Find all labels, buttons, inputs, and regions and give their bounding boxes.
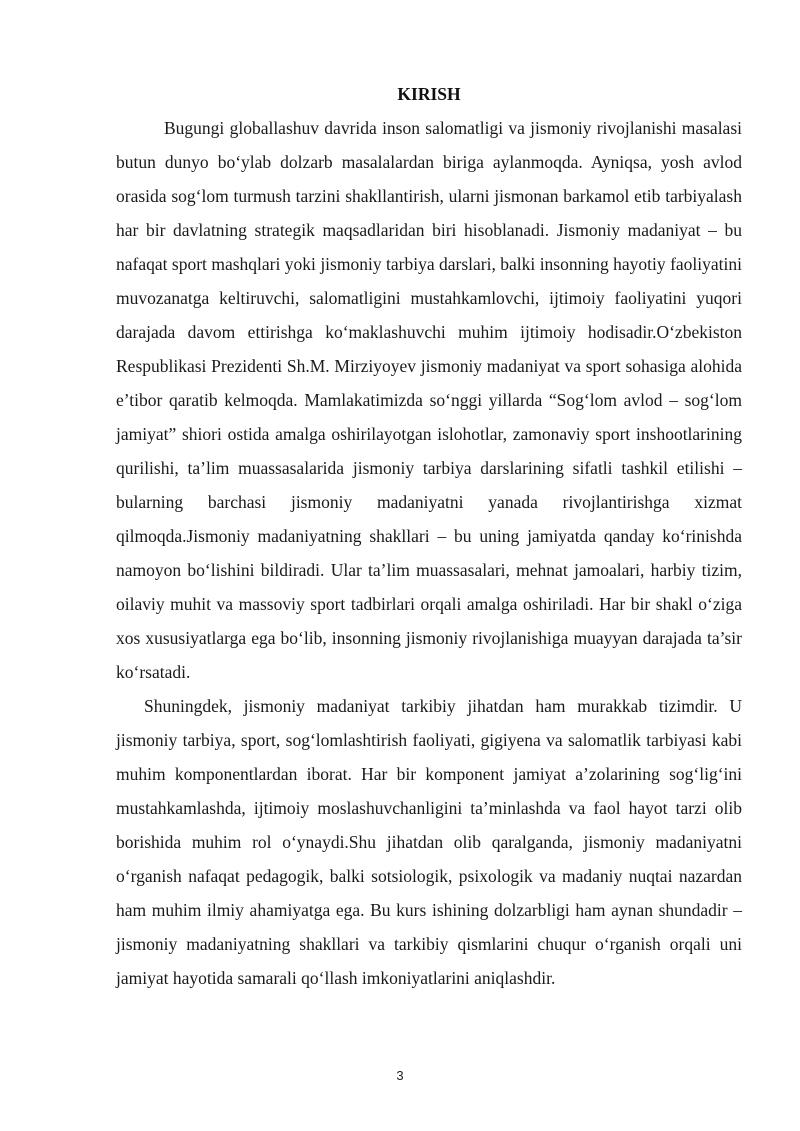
paragraph-structure: Shuningdek, jismoniy madaniyat tarkibiy jihatdan ham murakkab tizimdir. U jismoniy tarbiya, sport, sog‘lomlashtirish faoliyati, gigiyena va salomatlik tarbiyasi kabi muhim komponentlardan iborat. Har bir komponent jamiyat a’zolarining sog‘lig‘ini mustahkamlashda, ijtimoiy moslashuvchanligini ta’minlashda va faol hayot tarzi olib borishida muhim rol o‘ynaydi.Shu jihatdan olib qaralganda, jismoniy madaniyatni o‘rganish nafaqat pedagogik, balki sotsiologik, psixologik va madaniy nuqtai nazardan ham muhim ilmiy ahamiyatga ega. Bu kurs ishining dolzarbligi ham aynan shundadir – jismoniy madaniyatning shakllari va tarkibiy qismlarini chuqur o‘rganish orqali uni jamiyat hayotida samarali qo‘llash imkoniyatlarini aniqlashdir. (116, 696, 742, 988)
page-number: 3 (396, 1068, 404, 1083)
section-title: KIRISH (397, 84, 461, 104)
paragraph-intro: Bugungi globallashuv davrida inson salomatligi va jismoniy rivojlanishi masalasi butun dunyo bo‘ylab dolzarb masalalardan biriga aylanmoqda. Ayniqsa, yosh avlod orasida sog‘lom turmush tarzini shakllantirish, ularni jismonan barkamol etib tarbiyalash har bir davlatning strategik maqsadlaridan biri hisoblanadi. Jismoniy madaniyat – bu nafaqat sport mashqlari yoki jismoniy tarbiya darslari, balki insonning hayotiy faoliyatini muvozanatga keltiruvchi, salomatligini mustahkamlovchi, ijtimoiy faoliyatini yuqori darajada davom ettirishga ko‘maklashuvchi muhim ijtimoiy hodisadir.O‘zbekiston Respublikasi Prezidenti Sh.M. Mirziyoyev jismoniy madaniyat va sport sohasiga alohida e’tibor qaratib kelmoqda. Mamlakatimizda so‘nggi yillarda “Sog‘lom avlod – sog‘lom jamiyat” shiori ostida amalga oshirilayotgan islohotlar, zamonaviy sport inshootlarining qurilishi, ta’lim muassasalarida jismoniy tarbiya darslarining sifatli tashkil etilishi – bularning barchasi jismoniy madaniyatni yanada rivojlantirishga xizmat qilmoqda.Jismoniy madaniyatning shakllari – bu uning jamiyatda qanday ko‘rinishda namoyon bo‘lishini bildiradi. Ular ta’lim muassasalari, mehnat jamoalari, harbiy tizim, oilaviy muhit va massoviy sport tadbirlari orqali amalga oshiriladi. Har bir shakl o‘ziga xos xususiyatlarga ega bo‘lib, insonning jismoniy rivojlanishiga muayyan darajada ta’sir ko‘rsatadi. (116, 118, 742, 682)
body-text (116, 111, 742, 995)
